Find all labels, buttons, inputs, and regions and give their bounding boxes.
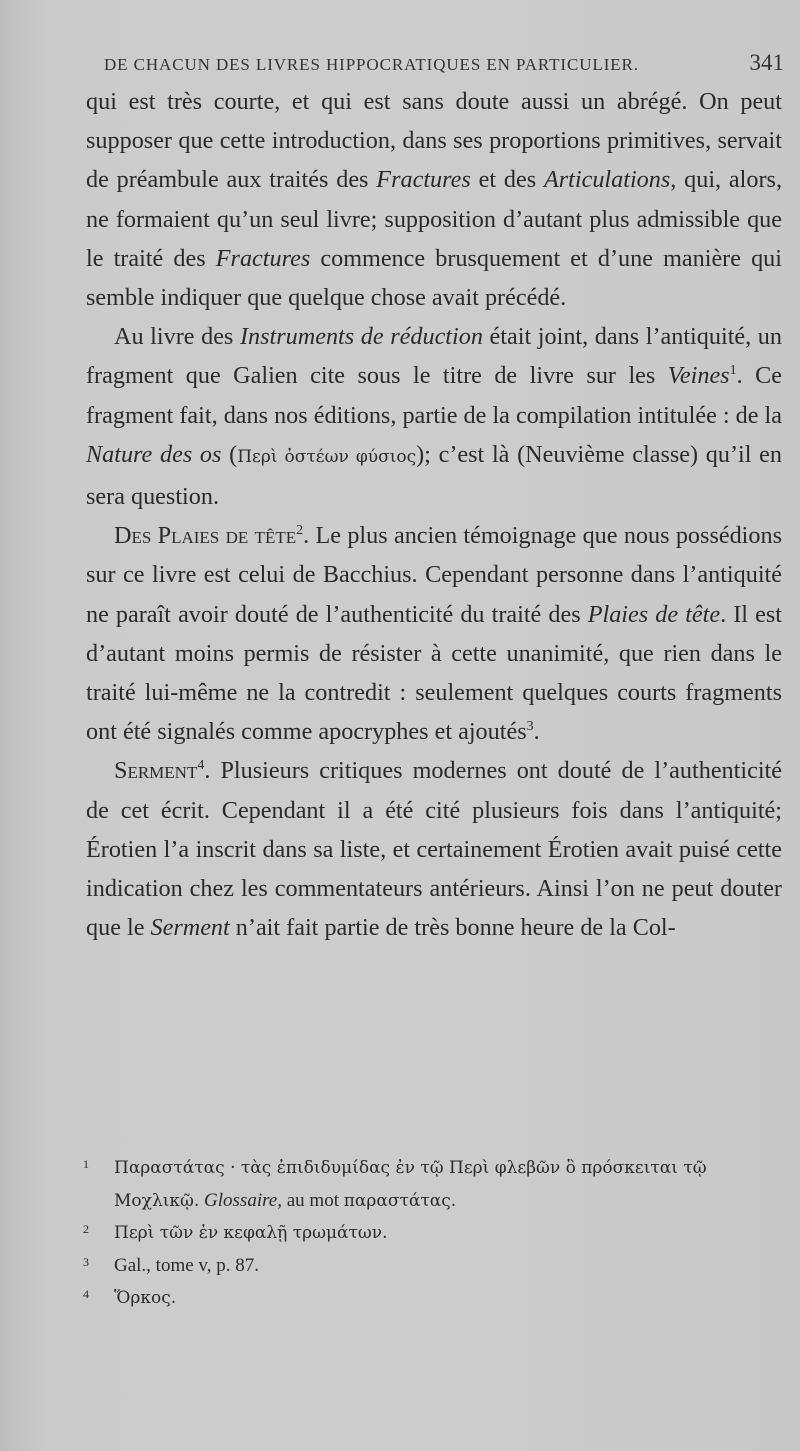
italic-title: Articulations [543,166,671,194]
italic-title: Instruments de réduction [239,323,483,351]
running-head [104,50,784,86]
greek-text: παραστάτας. [343,1190,457,1211]
footnote-ref: 1 [729,363,737,379]
footnotes [83,1152,786,1315]
greek-title: Περὶ ὀστέων φύσιος [237,446,417,467]
text-run: commence brusquement et d’une manière qui semble indiquer que quelque chose avait précédé. [86,244,782,312]
section-heading: Serment [114,757,198,785]
text-run: . Le plus ancien témoignage que nous possédions sur ce livre est celui de Bacchius. Cependant personne dans l’antiquité ne paraît avoir douté de l’authenticité du traité des [86,522,783,628]
greek-text: Παραστάτας · τὰς ἐπιδιδυμίδας ἐν τῷ Περὶ φλεβῶν ὃ πρόσκειται τῷ Μοχλικῷ. [114,1158,707,1211]
greek-text: Ὅρκος. [114,1288,177,1308]
footnote-3 [83,1250,786,1283]
footnote-number: 4 [83,1287,89,1301]
italic-title: Serment [150,914,230,942]
footnote-4 [83,1282,786,1315]
text-run: était joint, dans l’antiquité, un fragment que Galien cite sous le titre de livre sur les [86,323,782,390]
text-run: au mot [281,1189,344,1211]
text-run: n’ait fait partie de très bonne heure de la Col- [229,914,676,942]
footnote-ref: 2 [296,523,304,539]
text-run: Gal., tome v, p. 87. [114,1254,259,1276]
footnote-2 [83,1217,786,1250]
text-run: , qui, alors, ne formaient qu’un seul livre; supposition d’autant plus admissible que le traité des [86,166,782,272]
text-run: ( [221,440,238,468]
text-run: qui est très courte, et qui est sans doute aussi un abrégé. On peut supposer que cette introduction, dans ses proportions primitives, servait de préambule aux traités des [86,88,782,194]
text-run: Au livre des [114,323,240,351]
italic-title: Plaies de tête [587,600,721,628]
italic-title: Fractures [215,244,311,272]
paragraph-serment [86,751,782,947]
paragraph-introduction [86,82,782,317]
italic-title: Veines [667,362,730,390]
italic-title: Glossaire, [204,1189,282,1211]
italic-title: Fractures [376,166,471,194]
paragraph-plaies-de-tete [86,516,782,751]
footnote-number: 1 [83,1157,89,1171]
text-run: . Il est d’autant moins permis de résister à cette unanimité, que rien dans le traité lui-même ne la contredit : seulement quelques courts fragments ont été signalés comme apocryphes et ajoutés [86,600,782,746]
footnote-number: 3 [83,1254,89,1269]
text-run: . Plusieurs critiques modernes ont douté de l’authenticité de cet écrit. Cependant il a été cité plusieurs fois dans l’antiquité; Érotien l’a inscrit dans sa liste, et certainement Érotien avait puisé cette indication chez les commentateurs antérieurs. Ainsi l’on ne peut douter que le [86,757,782,942]
paragraph-instruments [86,317,782,516]
italic-title: Nature des os [86,440,222,468]
text-run: . Ce fragment fait, dans nos éditions, partie de la compilation intitulée : de la [86,362,782,429]
footnote-ref: 4 [197,758,205,774]
section-heading: Des Plaies de tête [114,522,297,550]
footnote-ref: 3 [526,719,534,735]
text-run: . [533,718,540,746]
footnote-number: 2 [83,1222,89,1236]
text-run: ); c’est là (Neuvième classe) qu’il en sera question. [86,440,782,511]
main-text [86,82,782,947]
greek-text: Περὶ τῶν ἐν κεφαλῇ τρωμάτων. [114,1223,388,1243]
page-number: 341 [749,50,784,75]
text-run: et des [470,166,544,194]
running-title: DE CHACUN DES LIVRES HIPPOCRATIQUES EN PARTICULIER. [104,55,639,74]
footnote-1 [83,1152,786,1217]
